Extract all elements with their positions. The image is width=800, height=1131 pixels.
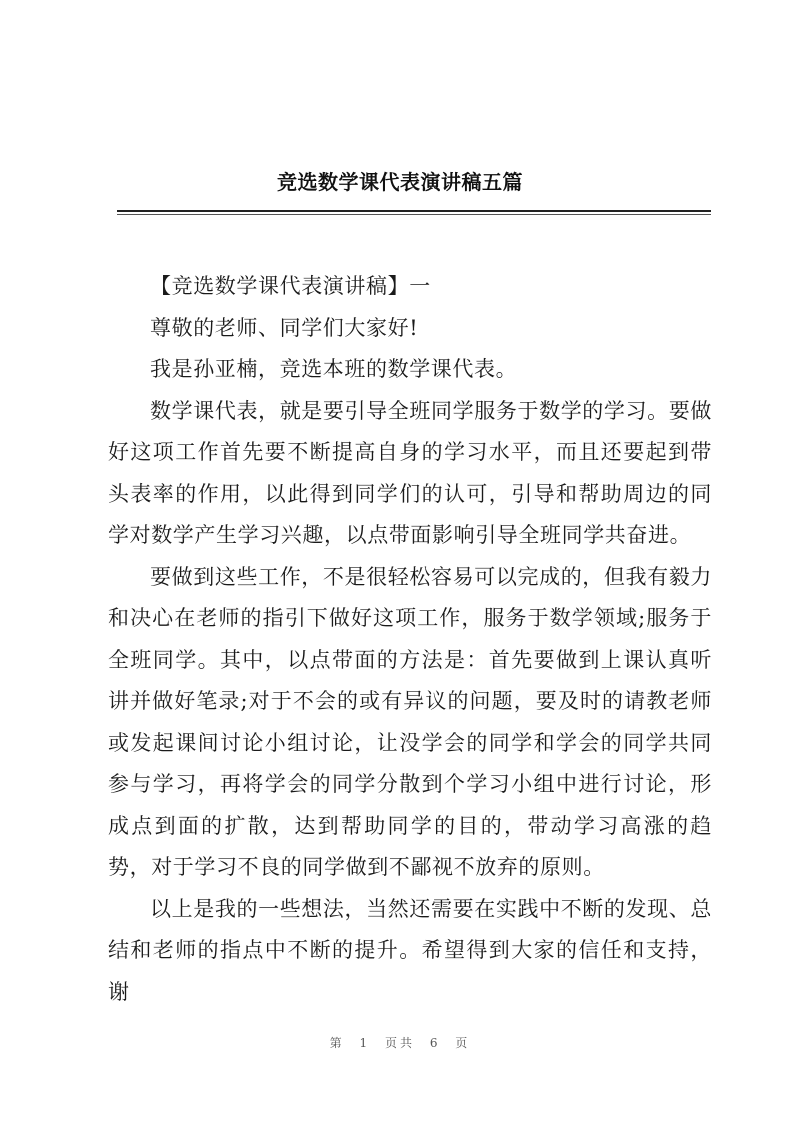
page-footer	[0, 1034, 800, 1051]
title-underline-thin	[117, 214, 711, 215]
section-heading: 【竞选数学课代表演讲稿】一	[150, 274, 431, 298]
document-body	[108, 266, 712, 1013]
title-underline	[117, 210, 711, 212]
footer-total-pages: 6	[429, 1036, 441, 1050]
footer-suffix: 页	[455, 1036, 471, 1050]
footer-current-page: 1	[359, 1036, 371, 1050]
footer-middle: 页共	[384, 1036, 415, 1050]
intro-paragraph: 我是孙亚楠，竞选本班的数学课代表。	[150, 357, 518, 381]
footer-prefix: 第	[329, 1036, 345, 1050]
greeting-paragraph: 尊敬的老师、同学们大家好!	[150, 315, 419, 340]
body-paragraph: 数学课代表，就是要引导全班同学服务于数学的学习。要做好这项工作首先要不断提高自身的学习水平，而且还要起到带头表率的作用，以此得到同学们的认可，引导和帮助周边的同学对数学产生学习兴趣，以点带面影响引导全班同学共奋进。	[108, 398, 712, 547]
body-paragraph: 要做到这些工作，不是很轻松容易可以完成的，但我有毅力和决心在老师的指引下做好这项工作，服务于数学领域;服务于全班同学。其中，以点带面的方法是：首先要做到上课认真听讲并做好笔录;对于不会的或有异议的问题，要及时的请教老师或发起课间讨论小组讨论，让没学会的同学和学会的同学共同参与学习，再将学会的同学分散到个学习小组中进行讨论，形成点到面的扩散，达到帮助同学的目的，带动学习高涨的趋势，对于学习不良的同学做到不鄙视不放弃的原则。	[108, 564, 712, 879]
body-paragraph: 以上是我的一些想法，当然还需要在实践中不断的发现、总结和老师的指点中不断的提升。希望得到大家的信任和支持，谢	[108, 896, 712, 1004]
document-title: 竞选数学课代表演讲稿五篇	[277, 170, 523, 194]
